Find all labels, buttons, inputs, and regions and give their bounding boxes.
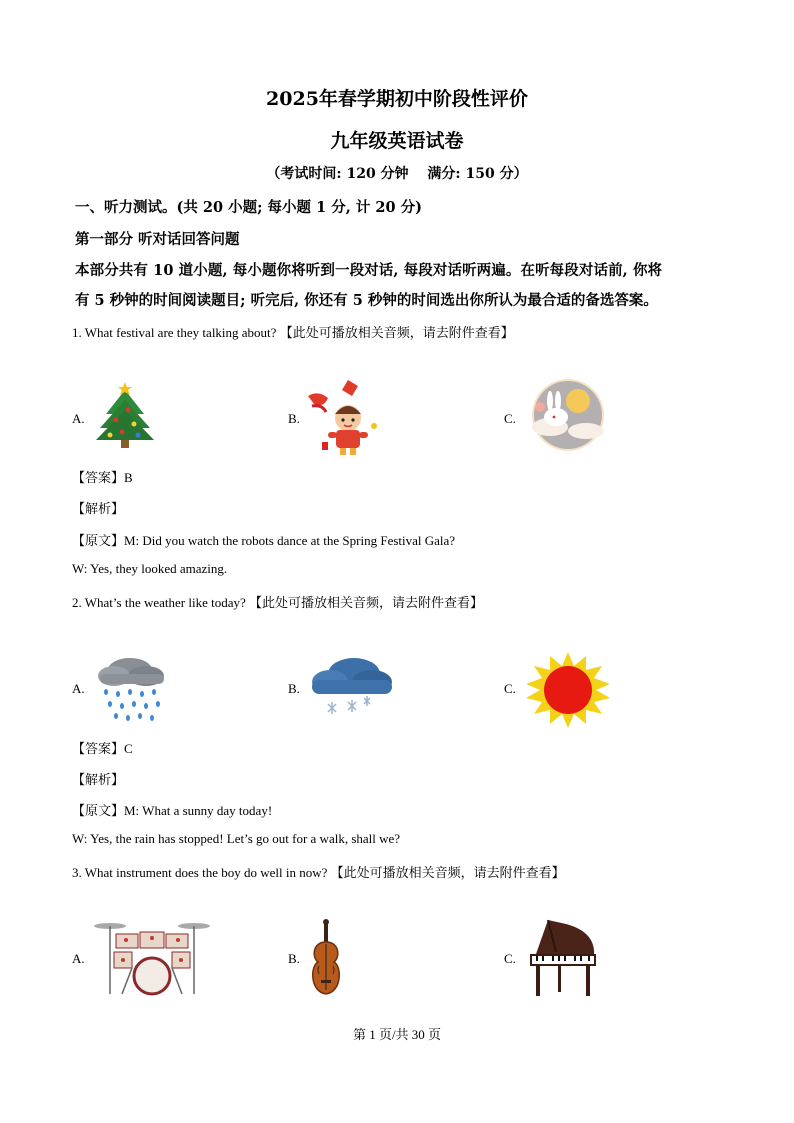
transcript-line: 【原文】M: What a sunny day today! (72, 803, 273, 818)
transcript-line: W: Yes, the rain has stopped! Let’s go out for a walk, shall we? (72, 831, 401, 846)
piano-icon (526, 916, 600, 1004)
option-letter: B. (288, 951, 300, 966)
exam-title: 2025年春学期初中阶段性评价 (266, 88, 528, 110)
drum-kit-icon (92, 918, 212, 1002)
question-stem: 3. What instrument does the boy do well in now? 【此处可播放相关音频，请去附件查看】 (72, 865, 565, 880)
spring-festival-kid-icon (304, 376, 388, 462)
sun-icon (524, 652, 612, 732)
option-letter: A. (72, 411, 85, 426)
snow-cloud-icon (306, 654, 396, 724)
option-letter: C. (504, 681, 516, 696)
exam-subtitle: 九年级英语试卷 (330, 130, 464, 152)
question-stem: 2. What’s the weather like today? 【此处可播放相关音频，请去附件查看】 (72, 595, 484, 610)
instructions-line-2: 有 5 秒钟的时间阅读题目; 听完后, 你还有 5 秒钟的时间选出你所认为最合适的备选答案。 (75, 292, 658, 309)
analysis-label: 【解析】 (72, 772, 125, 787)
answer-label: 【答案】B (72, 470, 133, 485)
part-title: 第一部分 听对话回答问题 (75, 231, 240, 248)
option-letter: A. (72, 681, 85, 696)
transcript-line: W: Yes, they looked amazing. (72, 561, 228, 576)
answer-label: 【答案】C (72, 741, 133, 756)
violin-icon (306, 918, 346, 1002)
option-letter: C. (504, 951, 516, 966)
option-letter: A. (72, 951, 85, 966)
question-stem: 1. What festival are they talking about? 【此处可播放相关音频，请去附件查看】 (72, 325, 514, 340)
christmas-tree-icon (92, 380, 158, 454)
exam-info: （考试时间: 120 分钟 满分: 150 分） (266, 166, 528, 182)
mid-autumn-rabbit-icon (526, 377, 610, 457)
transcript-line: 【原文】M: Did you watch the robots dance at the Spring Festival Gala? (72, 533, 456, 548)
section-heading: 一、听力测试。(共 20 小题; 每小题 1 分, 计 20 分) (75, 199, 422, 216)
rain-cloud-icon (92, 652, 168, 728)
page-number: 第 1 页/共 30 页 (352, 1027, 442, 1042)
analysis-label: 【解析】 (72, 501, 125, 516)
option-letter: B. (288, 411, 300, 426)
option-letter: B. (288, 681, 300, 696)
instructions-line-1: 本部分共有 10 道小题, 每小题你将听到一段对话, 每段对话听两遍。在听每段对话前, 你将 (75, 262, 663, 279)
option-letter: C. (504, 411, 516, 426)
